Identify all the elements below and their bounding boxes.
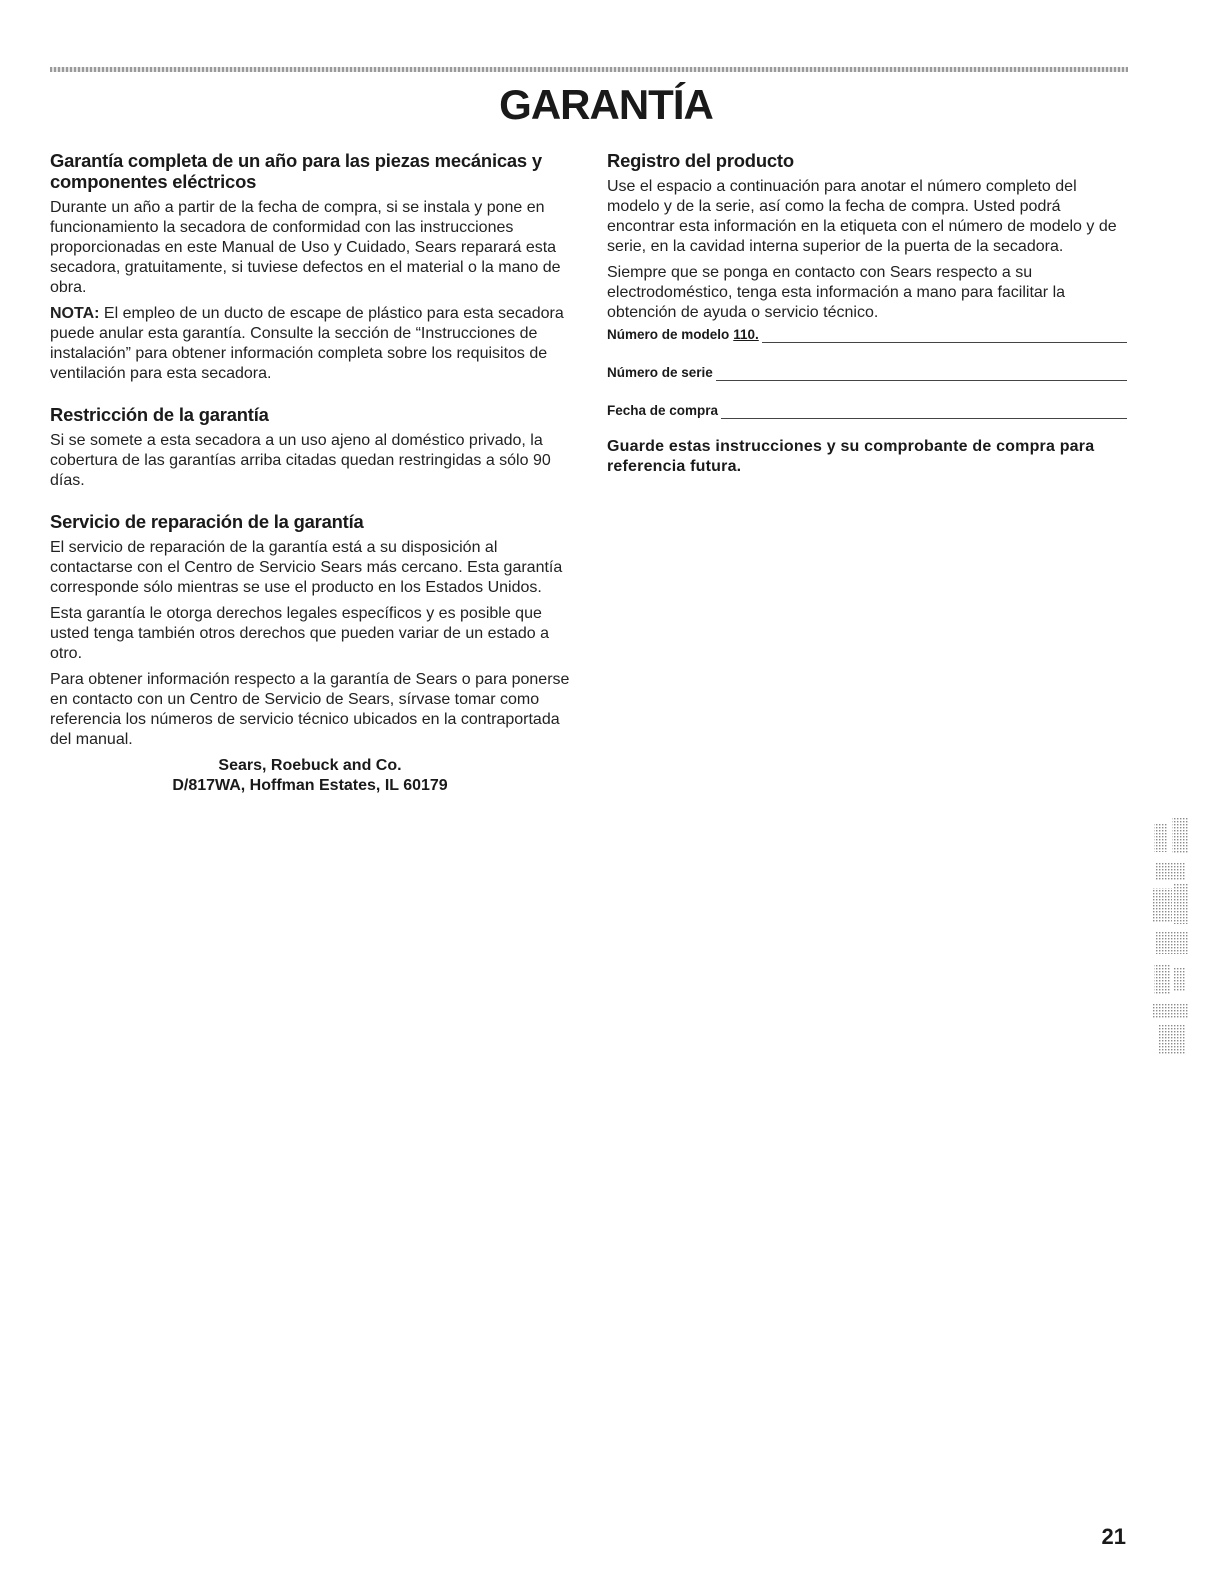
page-number: 21 [1101, 1524, 1126, 1549]
sears-address [50, 756, 570, 796]
product-registration-paragraph-2: Siempre que se ponga en contacto con Sears respecto a su electrodoméstico, tenga esta información a mano para facilitar la obtención de ayuda o servicio técnico. [607, 264, 1066, 321]
purchase-date-label: Fecha de compra [607, 403, 719, 418]
left-column [50, 150, 570, 796]
warranty-service-paragraph-1: El servicio de reparación de la garantía está a su disposición al contactarse con el Centro de Servicio Sears más cercano. Esta garantía corresponde sólo mientras se use el producto en los Estados Unidos. [50, 539, 563, 596]
model-number-prefix: 110. [733, 327, 759, 342]
top-decorative-rule [50, 67, 1128, 72]
full-warranty-paragraph: Durante un año a partir de la fecha de compra, si se instala y pone en funcionamiento la secadora de conformidad con las instrucciones proporcionadas en este Manual de Uso y Cuidado, Sears reparará esta secadora, gratuitamente, si tuviese defectos en el material o la mano de obra. [50, 199, 561, 296]
model-number-label: Número de modelo [607, 327, 730, 342]
warranty-restriction-paragraph: Si se somete a esta secadora a un uso ajeno al doméstico privado, la cobertura de las garantías arriba citadas quedan restringidas a sólo 90 días. [50, 432, 551, 489]
serial-number-field[interactable] [607, 365, 1127, 381]
address-line-2: D/817WA, Hoffman Estates, IL 60179 [172, 777, 448, 794]
warranty-restriction-heading: Restricción de la garantía [50, 404, 269, 425]
purchase-date-field[interactable] [607, 403, 1127, 419]
purchase-date-line[interactable] [721, 405, 1127, 419]
warranty-service-paragraph-3: Para obtener información respecto a la garantía de Sears o para ponerse en contacto con un Centro de Servicio de Sears, sírvase tomar como referencia los números de servicio técnico ubicados en la contraportada del manual. [50, 671, 570, 748]
save-instructions-note: Guarde estas instrucciones y su comprobante de compra para referencia futura. [607, 438, 1095, 475]
right-column [607, 150, 1127, 477]
page-title: GARANTÍA [499, 81, 713, 128]
address-line-1: Sears, Roebuck and Co. [218, 757, 402, 774]
warranty-service-heading: Servicio de reparación de la garantía [50, 511, 364, 532]
warranty-note [50, 304, 570, 384]
serial-number-line[interactable] [716, 367, 1127, 381]
full-warranty-heading: Garantía completa de un año para las piezas mecánicas y componentes eléctricos [50, 150, 542, 192]
product-registration-paragraph-1: Use el espacio a continuación para anotar el número completo del modelo y de la serie, así como la fecha de compra. Usted podrá encontrar esta información en la etiqueta con el número de modelo y de serie, en la cavidad interna superior de la puerta de la secadora. [607, 178, 1117, 255]
note-label: NOTA: [50, 305, 100, 322]
note-text: El empleo de un ducto de escape de plástico para esta secadora puede anular esta garantía. Consulte la sección de “Instrucciones de instalación” para obtener información completa sobre los requisitos de ventilación para esta secadora. [50, 305, 564, 382]
model-number-field[interactable] [607, 327, 1127, 343]
serial-number-label: Número de serie [607, 365, 713, 380]
model-number-line[interactable] [762, 329, 1127, 343]
product-registration-heading: Registro del producto [607, 150, 794, 171]
warranty-service-paragraph-2: Esta garantía le otorga derechos legales específicos y es posible que usted tenga también otros derechos que pueden variar de un estado a otro. [50, 605, 550, 662]
scan-watermark-graphic [1150, 818, 1192, 1058]
